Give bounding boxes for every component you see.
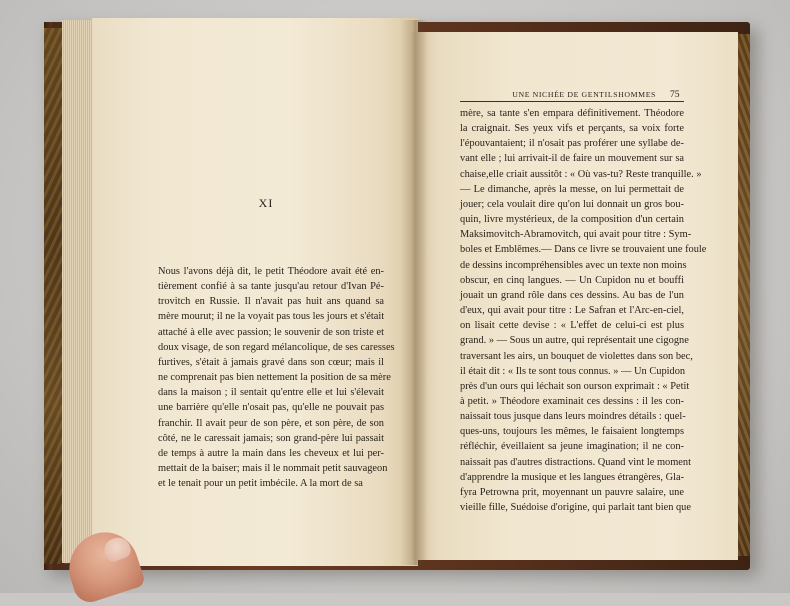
- text-line: traversant les airs, un bouquet de violettes dans son bec,: [460, 350, 693, 362]
- text-line: mère, sa tante s'en empara définitivement. Théodore: [460, 108, 684, 119]
- text-line: boles et Emblêmes.— Dans ce livre se trouvaient une foule: [460, 244, 707, 256]
- text-line: de dessins incompréhensibles avec un texte non moins: [460, 259, 687, 271]
- text-line: à petit. » Théodore examinait ces dessins : il les con-: [460, 395, 684, 407]
- text-line: ques-uns, toujours les mêmes, le faisaient longtemps: [460, 426, 684, 438]
- text-line: Nous l'avons déjà dit, le petit Théodore avait été en-: [158, 266, 384, 277]
- text-line: ne comprenait pas bien nettement la position de sa mère: [158, 372, 391, 384]
- text-line: de temps à autre la main dans les cheveux et lui per-: [158, 447, 384, 459]
- text-line: jouer; cela voulait dire qu'on lui donnait un gros bou-: [460, 198, 684, 210]
- text-line: on lisait cette devise : « L'effet de celui-ci est plus: [460, 320, 684, 332]
- chapter-heading: XI: [258, 196, 274, 210]
- text-line: fyra Petrowna prit, moyennant un pauvre salaire, une: [460, 486, 684, 498]
- text-line: naissait pas d'autres distractions. Quand vint le moment: [460, 456, 691, 468]
- text-line: l'épouvantaient; il n'osait pas proférer une syllabe de-: [460, 138, 684, 150]
- text-line: côté, ne le caressait jamais; son grand-père lui passait: [158, 432, 384, 444]
- text-line: franchir. Il avait peur de son père, et son père, de son: [158, 417, 384, 429]
- text-line: mettait de la baiser; mais il le nommait petit sauvageon: [158, 463, 388, 475]
- text-line: réfléchir, éveillaient sa jeune imagination; il ne con-: [460, 441, 684, 453]
- text-line: près d'un ours qui léchait son ourson exprimait : « Petit: [460, 380, 690, 392]
- book-gutter: [400, 20, 428, 565]
- text-line: dans la maison ; il sentait qu'entre elle et lui s'élevait: [158, 387, 384, 399]
- text-line: trovitch en Russie. Il n'avait pas huit ans quand sa: [158, 296, 384, 308]
- text-line: chaise,elle criait aussitôt : « Où vas-tu? Reste tranquille. »: [460, 168, 702, 180]
- text-line: — Le dimanche, après la messe, on lui permettait de: [460, 183, 684, 195]
- text-line: attaché à elle avec passion; le souvenir de son triste et: [158, 326, 384, 338]
- text-line: d'apprendre la musique et les langues étrangères, Gla-: [460, 471, 685, 483]
- text-line: Maksimovitch-Abramovitch, qui avait pour titre : Sym-: [460, 229, 692, 241]
- left-page-text: [158, 264, 395, 491]
- text-line: mère mourut; il ne la voyait pas tous les jours et s'était: [158, 311, 385, 323]
- text-line: il était dit : « Ils te sont tous connus. » — Un Cupidon: [460, 365, 686, 377]
- text-line: vant elle ; lui arrivait-il de faire un mouvement sur sa: [460, 153, 684, 165]
- page-number: 75: [670, 89, 680, 100]
- text-line: obscur, en cinq langues. — Un Cupidon nu et bouffi: [460, 274, 684, 286]
- text-line: vieille fille, Suédoise d'origine, qui parlait tant bien que: [460, 502, 691, 514]
- text-line: jouait un grand rôle dans ces dessins. Au bas de l'un: [460, 289, 684, 301]
- text-line: d'eux, qui avait pour titre : Le Safran et l'Arc-en-ciel,: [460, 305, 684, 317]
- text-line: quin, livre mystérieux, de la composition d'un certain: [460, 214, 684, 226]
- right-page-text: [460, 106, 707, 515]
- text-line: furtives, s'était à jamais gravé dans son cœur; mais il: [158, 356, 384, 368]
- running-head: UNE NICHÉE DE GENTILSHOMMES: [512, 90, 656, 99]
- text-line: tièrement confié à sa tante jusqu'au retour d'Ivan Pé-: [158, 281, 384, 293]
- text-line: la craignait. Ses yeux vifs et perçants, sa voix forte: [460, 123, 684, 135]
- text-line: une barrière qu'elle n'osait pas, qu'elle ne pouvait pas: [158, 402, 384, 414]
- marbled-board-right: [738, 34, 750, 556]
- text-line: grand. » — Sous un autre, qui représentait une cigogne: [460, 335, 689, 347]
- text-line: naissait tous jusque dans leurs moindres détails : quel-: [460, 411, 686, 423]
- text-line: et le tenait pour un petit imbécile. A la mort de sa: [158, 478, 363, 490]
- text-line: doux visage, de son regard mélancolique, de ses caresses: [158, 341, 395, 353]
- header-rule: [460, 101, 684, 102]
